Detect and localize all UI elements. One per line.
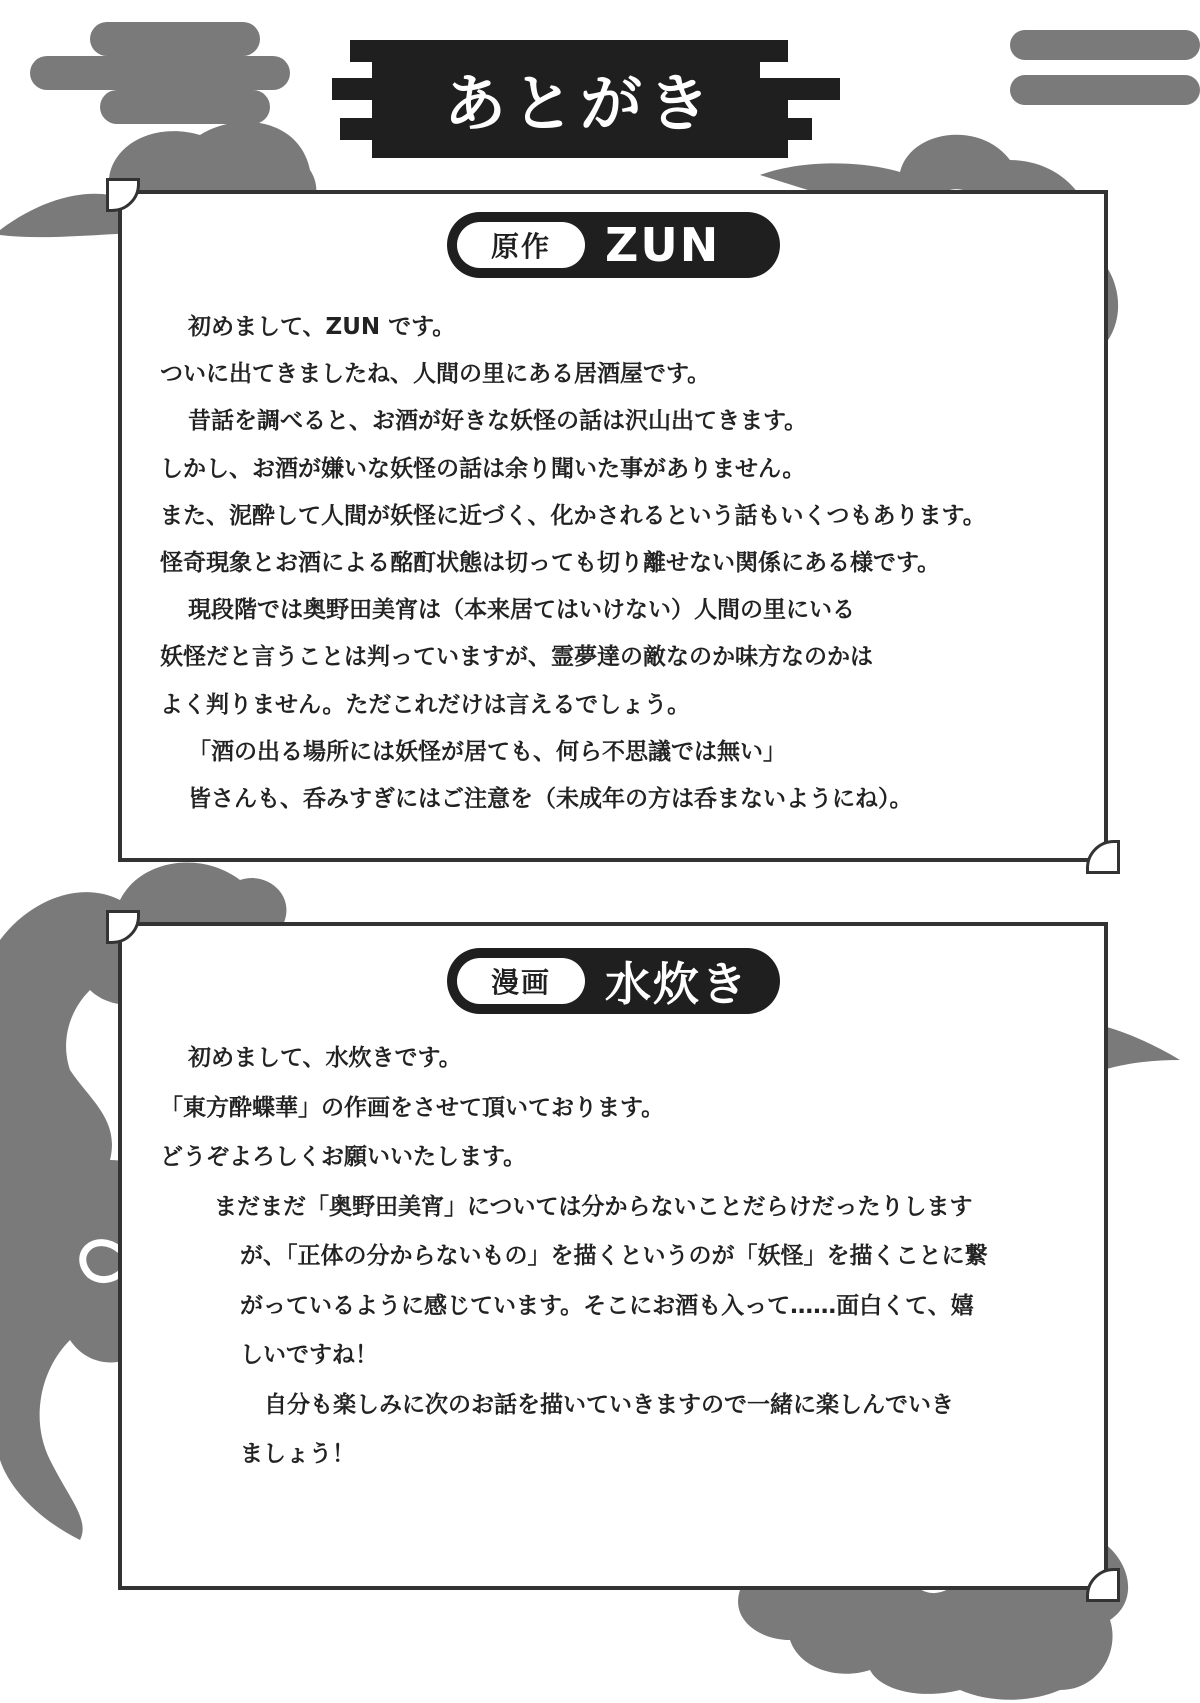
role-label: 漫画 — [457, 958, 585, 1004]
text-line: 「酒の出る場所には妖怪が居ても、何ら不思議では無い」 — [188, 738, 786, 765]
text-line: 初めまして、ZUN です。 — [188, 314, 456, 340]
text-line: が、「正体の分からないもの」を描くというのが「妖怪」を描くことに繋 — [240, 1243, 988, 1269]
text-line: よく判りません。ただこれだけは言えるでしょう。 — [160, 691, 691, 718]
afterword-text-manga — [160, 1034, 988, 1480]
text-line: ましょう！ — [240, 1441, 355, 1467]
text-line: 自分も楽しみに次のお話を描いていきますので一緒に楽しんでいき — [264, 1391, 954, 1418]
text-line: がっているように感じています。そこにお酒も入って……面白くて、嬉 — [240, 1292, 974, 1319]
text-line: しいですね！ — [240, 1342, 378, 1368]
text-line: 初めまして、水炊きです。 — [188, 1045, 462, 1071]
afterword-text-original — [160, 304, 986, 823]
role-label: 原作 — [457, 222, 585, 268]
text-line: 皆さんも、呑みすぎにはご注意を（未成年の方は呑まないようにね）。 — [188, 785, 913, 812]
author-pill-original — [447, 212, 780, 278]
author-name: 水炊き — [605, 957, 749, 1011]
text-line: 現段階では奥野田美宵は（本来居てはいけない）人間の里にいる — [188, 597, 855, 624]
author-name: ZUN — [605, 218, 721, 272]
text-line: まだまだ「奥野田美宵」については分からないことだらけだったりします — [214, 1193, 973, 1220]
text-line: ついに出てきましたね、人間の里にある居酒屋です。 — [160, 361, 711, 388]
author-pill-manga — [447, 948, 780, 1014]
text-line: 妖怪だと言うことは判っていますが、霊夢達の敵なのか味方なのかは — [160, 644, 873, 671]
text-line: 昔話を調べると、お酒が好きな妖怪の話は沢山出てきます。 — [188, 408, 808, 435]
text-line: しかし、お酒が嫌いな妖怪の話は余り聞いた事がありません。 — [160, 455, 806, 482]
text-line: 「東方酔蝶華」の作画をさせて頂いております。 — [160, 1094, 665, 1121]
text-line: また、泥酔して人間が妖怪に近づく、化かされるという話もいくつもあります。 — [160, 502, 986, 529]
text-line: どうぞよろしくお願いいたします。 — [160, 1144, 527, 1170]
page-title: あとがき — [443, 66, 716, 140]
text-line: 怪奇現象とお酒による酩酊状態は切っても切り離せない関係にある様です。 — [160, 549, 941, 576]
